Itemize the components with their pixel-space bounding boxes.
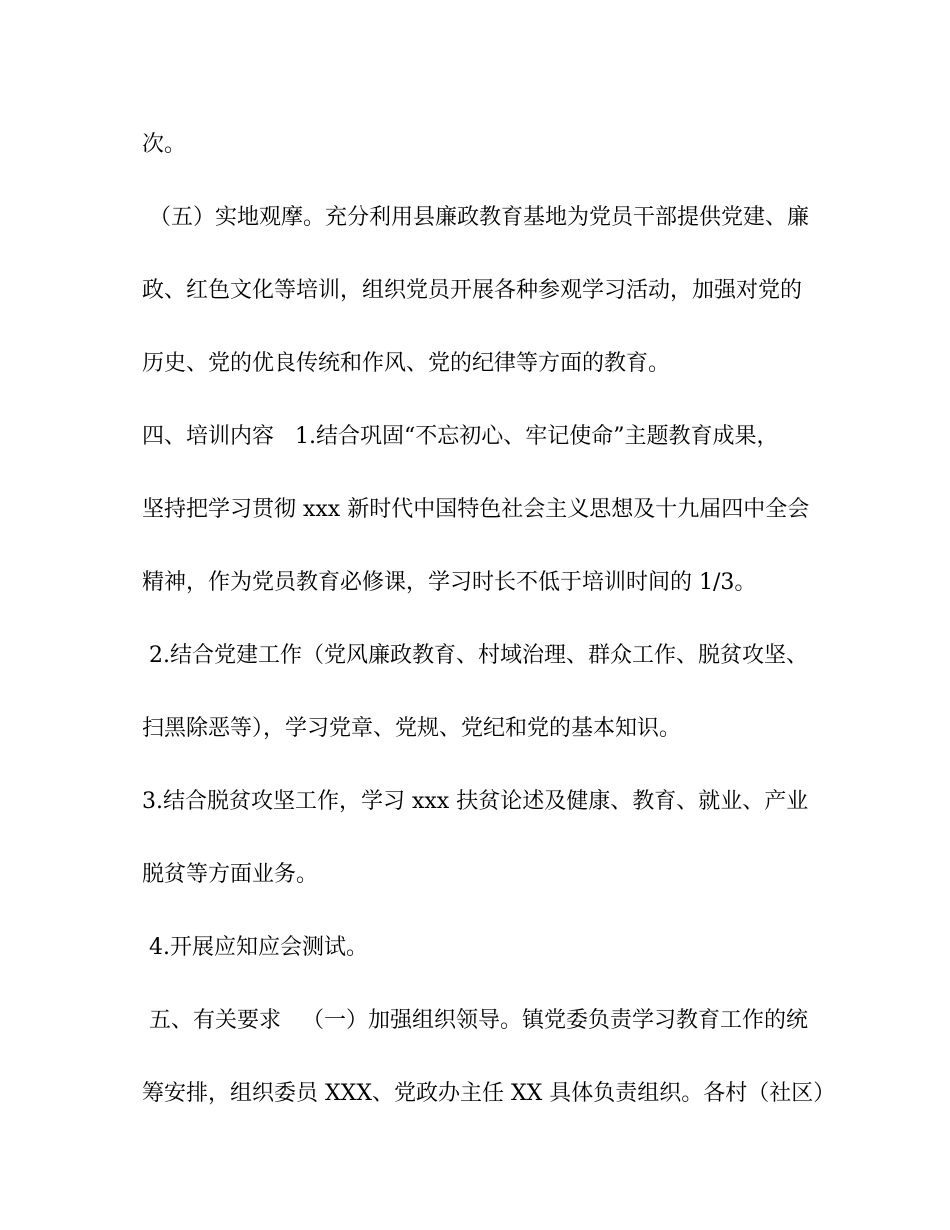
text-line: 次。 [142,132,187,157]
text-line: 4.开展应知应会测试。 [142,935,368,960]
text-line: 历史、党的优良传统和作风、党的纪律等方面的教育。 [142,351,671,376]
text-line: 坚持把学习贯彻 xxx 新时代中国特色社会主义思想及十九届四中全会 [142,497,810,522]
text-line: 政、红色文化等培训，组织党员开展各种参观学习活动，加强对党的 [142,278,803,303]
text-line: 脱贫等方面业务。 [142,862,319,887]
text-line: （五）实地观摩。充分利用县廉政教育基地为党员干部提供党建、廉 [142,205,809,230]
text-line: 四、培训内容 1.结合巩固“不忘初心、牢记使命”主题教育成果， [142,424,779,449]
text-line: 扫黑除恶等），学习党章、党规、党纪和党的基本知识。 [142,716,682,741]
text-line: 3.结合脱贫攻坚工作，学习 xxx 扶贫论述及健康、教育、就业、产业 [142,789,809,814]
text-line: 2.结合党建工作（党风廉政教育、村域治理、群众工作、脱贫攻坚、 [142,643,808,668]
text-line: 筹安排，组织委员 XXX、党政办主任 XX 具体负责组织。各村（社区） [142,1081,836,1106]
text-line: 五、有关要求 （一）加强组织领导。镇党委负责学习教育工作的统 [142,1008,808,1033]
text-line: 精神，作为党员教育必修课，学习时长不低于培训时间的 1/3。 [142,570,757,595]
